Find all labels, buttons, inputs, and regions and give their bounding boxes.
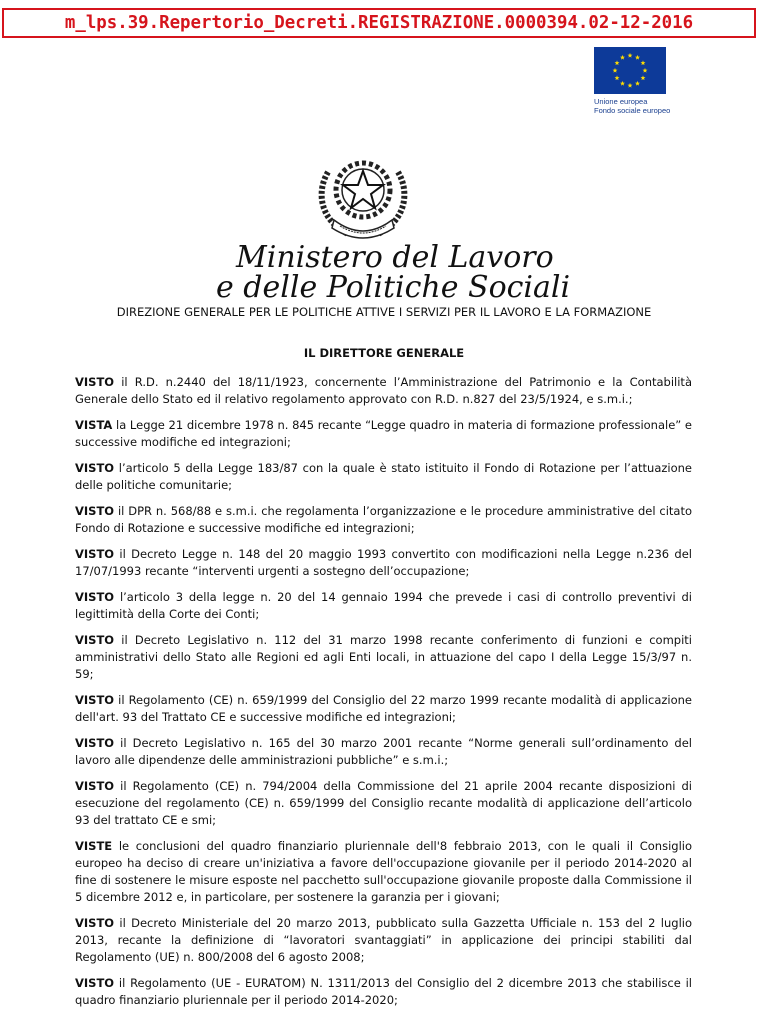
paragraph <box>75 975 692 1009</box>
paragraph-lead: VISTO <box>75 976 115 990</box>
eu-star-icon <box>620 81 625 86</box>
paragraph <box>75 417 692 451</box>
paragraph-lead: VISTO <box>75 547 115 561</box>
paragraph-text: il Decreto Ministeriale del 20 marzo 2013, pubblicato sulla Gazzetta Ufficiale n. 153 del 2 luglio 2013, recante la definizione di “lavoratori svantaggiati” in applicazione dei principi stabiliti dal Regolamento (UE) n. 800/2008 del 6 agosto 2008; <box>75 916 692 964</box>
eu-caption-line2: Fondo sociale europeo <box>594 106 671 115</box>
paragraph <box>75 692 692 726</box>
paragraph-lead: VISTE <box>75 839 113 853</box>
paragraph-text: il Regolamento (CE) n. 794/2004 della Commissione del 21 aprile 2004 recante disposizioni di esecuzione del regolamento (CE) n. 659/1999 del Consiglio recante modalità di applicazione dell’articolo 93 del trattato CE e smi; <box>75 779 692 827</box>
paragraph <box>75 546 692 580</box>
eu-star-icon <box>641 60 646 65</box>
paragraph-lead: VISTO <box>75 375 115 389</box>
emblem-of-italy-icon <box>308 142 418 242</box>
paragraph-lead: VISTA <box>75 418 113 432</box>
paragraph-text: il R.D. n.2440 del 18/11/1923, concernente l’Amministrazione del Patrimonio e la Contabilità Generale dello Stato ed il relativo regolamento approvato con R.D. n.827 del 23/5/1924, e s.m.i.; <box>75 375 692 406</box>
ministry-line2: e delle Politiche Sociali <box>216 270 571 305</box>
eu-star-icon <box>635 81 640 86</box>
eu-star-icon <box>615 60 620 65</box>
paragraph-lead: VISTO <box>75 736 115 750</box>
paragraph-text: le conclusioni del quadro finanziario pluriennale dell'8 febbraio 2013, con le quali il Consiglio europeo ha deciso di creare un'iniziativa a favore dell'occupazione giovanile per il periodo 2014-2020 al fine di sostenere le misure esposte nel pacchetto sull'occupazione giovanile proposte dalla Commissione il 5 dicembre 2012 e, in particolare, per sostenere la garanzia per i giovani; <box>75 839 692 904</box>
eu-star-icon <box>628 83 633 88</box>
paragraph <box>75 632 692 683</box>
paragraph-text: il DPR n. 568/88 e s.m.i. che regolamenta l’organizzazione e le procedure amministrative del citato Fondo di Rotazione e successive modifiche ed integrazioni; <box>75 504 692 535</box>
paragraph-text: il Regolamento (CE) n. 659/1999 del Consiglio del 22 marzo 1999 recante modalità di applicazione dell'art. 93 del Trattato CE e successive modifiche ed integrazioni; <box>75 693 692 724</box>
eu-caption-line1: Unione europea <box>594 97 648 106</box>
paragraph-lead: VISTO <box>75 779 115 793</box>
document-body <box>75 374 692 1018</box>
protocol-stamp: m_lps.39.Repertorio_Decreti.REGISTRAZIONE.0000394.02-12-2016 <box>2 8 756 38</box>
paragraph-lead: VISTO <box>75 916 115 930</box>
paragraph-text: l’articolo 5 della Legge 183/87 con la quale è stato istituito il Fondo di Rotazione per l’attuazione delle politiche comunitarie; <box>75 461 692 492</box>
eu-star-icon <box>635 55 640 60</box>
document-heading: IL DIRETTORE GENERALE <box>303 346 465 360</box>
paragraph-lead: VISTO <box>75 461 115 475</box>
eu-star-icon <box>615 75 620 80</box>
paragraph <box>75 589 692 623</box>
eu-star-icon <box>643 68 648 73</box>
paragraph-lead: VISTO <box>75 590 115 604</box>
paragraph-text: il Regolamento (UE - EURATOM) N. 1311/2013 del Consiglio del 2 dicembre 2013 che stabilisce il quadro finanziario pluriennale per il periodo 2014-2020; <box>75 976 692 1007</box>
eu-star-icon <box>628 53 633 58</box>
paragraph <box>75 460 692 494</box>
paragraph-lead: VISTO <box>75 633 115 647</box>
paragraph-text: il Decreto Legge n. 148 del 20 maggio 1993 convertito con modificazioni nella Legge n.236 del 17/07/1993 recante “interventi urgenti a sostegno dell’occupazione; <box>75 547 692 578</box>
ministry-line1: Ministero del Lavoro <box>236 240 554 275</box>
paragraph <box>75 778 692 829</box>
paragraph-text: il Decreto Legislativo n. 165 del 30 marzo 2001 recante “Norme generali sull’ordinamento del lavoro alle dipendenze delle amministrazioni pubbliche” e s.m.i.; <box>75 736 692 767</box>
paragraph-text: la Legge 21 dicembre 1978 n. 845 recante “Legge quadro in materia di formazione professionale” e successive modifiche ed integrazioni; <box>75 418 692 449</box>
paragraph <box>75 915 692 966</box>
paragraph <box>75 374 692 408</box>
eu-star-icon <box>620 55 625 60</box>
paragraph-text: l’articolo 3 della legge n. 20 del 14 gennaio 1994 che prevede i casi di controllo preventivi di legittimità della Corte dei Conti; <box>75 590 692 621</box>
eu-flag-logo <box>594 47 666 94</box>
directorate-title: DIREZIONE GENERALE PER LE POLITICHE ATTIVE I SERVIZI PER IL LAVORO E LA FORMAZIONE <box>116 305 652 319</box>
paragraph <box>75 503 692 537</box>
paragraph <box>75 735 692 769</box>
paragraph-text: il Decreto Legislativo n. 112 del 31 marzo 1998 recante conferimento di funzioni e compiti amministrativi dello Stato alle Regioni ed agli Enti locali, in attuazione del capo I della Legge 15/3/97 n. 59; <box>75 633 692 681</box>
eu-caption <box>594 97 670 115</box>
eu-stars-icon <box>594 47 666 94</box>
eu-star-icon <box>613 68 618 73</box>
ministry-name <box>216 240 571 305</box>
paragraph <box>75 838 692 906</box>
eu-star-icon <box>641 75 646 80</box>
paragraph-lead: VISTO <box>75 504 115 518</box>
paragraph-lead: VISTO <box>75 693 115 707</box>
